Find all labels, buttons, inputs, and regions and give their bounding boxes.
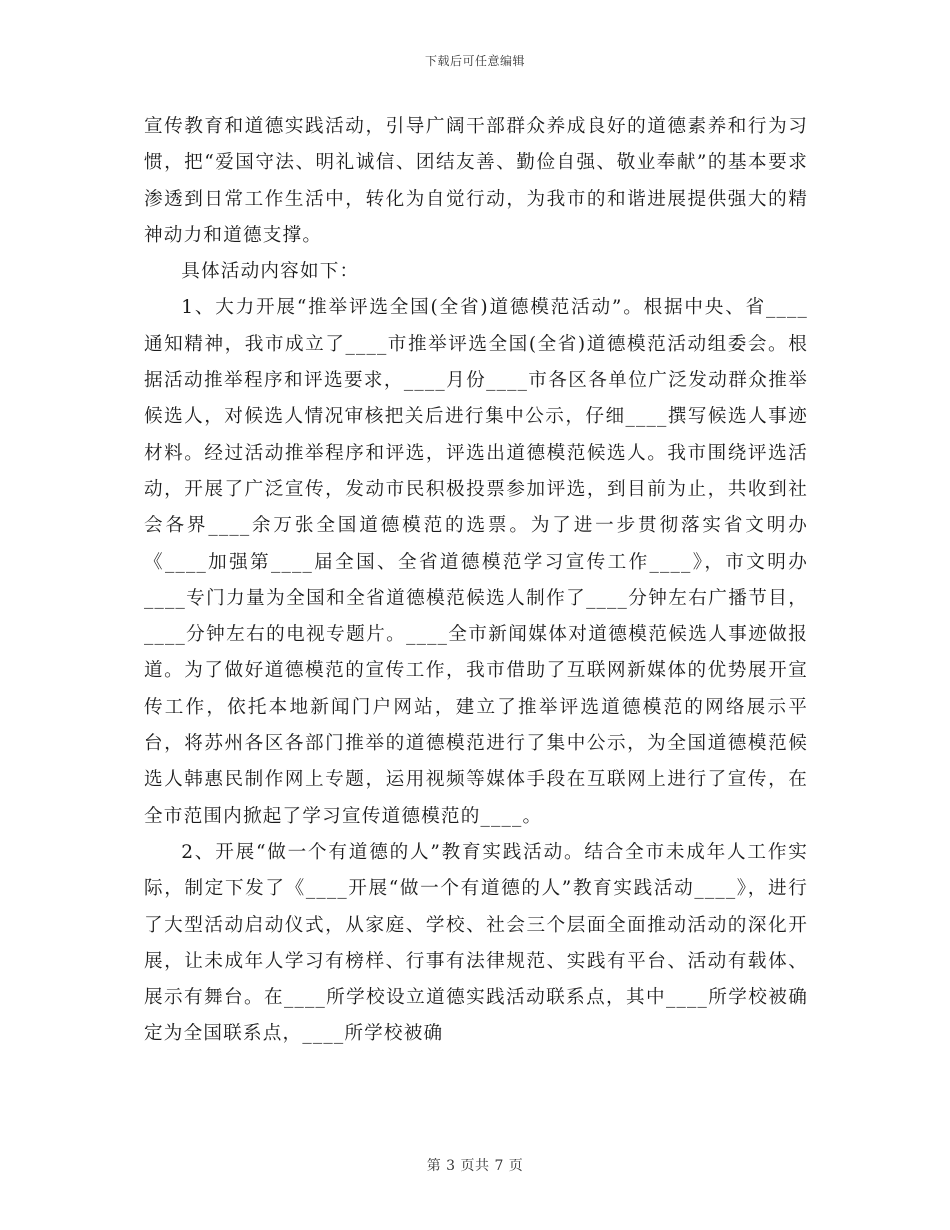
page-footer: 第 3 页共 7 页 [426,1158,524,1174]
document-body [144,109,808,1053]
paragraph-intro: 宣传教育和道德实践活动，引导广阔干部群众养成良好的道德素养和行为习惯，把“爱国守法、明礼诚信、团结友善、勤俭自强、敬业奉献”的基本要求渗透到日常工作生活中，转化为自觉行动，为我市的和谐进展提供强大的精神动力和道德支撑。 [144,116,808,246]
page-header: 下载后可任意编辑 [424,54,525,68]
paragraph-activities-heading: 具体活动内容如下： [181,261,360,283]
paragraph-item-1: 1、大力开展“推举评选全国(全省)道德模范活动”。根据中央、省____通知精神，我市成立了____市推举评选全国(全省)道德模范活动组委会。根据活动推举程序和评选要求，____月份____市各区各单位广泛发动群众推举候选人，对候选人情况审核把关后进行集中公示，仔细____撰写候选人事迹材料。经过活动推举程序和评选，评选出道德模范候选人。我市围绕评选活动，开展了广泛宣传，发动市民积极投票参加评选，到目前为止，共收到社会各界____余万张全国道德模范的选票。为了进一步贯彻落实省文明办《____加强第____届全国、全省道德模范学习宣传工作____》，市文明办____专门力量为全国和全省道德模范候选人制作了____分钟左右广播节目，____分钟左右的电视专题片。____全市新闻媒体对道德模范候选人事迹做报道。为了做好道德模范的宣传工作，我市借助了互联网新媒体的优势展开宣传工作，依托本地新闻门户网站，建立了推举评选道德模范的网络展示平台，将苏州各区各部门推举的道德模范进行了集中公示，为全国道德模范候选人韩惠民制作网上专题，运用视频等媒体手段在互联网上进行了宣传，在全市范围内掀起了学习宣传道德模范的____。 [144,297,808,827]
paragraph-item-2: 2、开展“做一个有道德的人”教育实践活动。结合全市未成年人工作实际，制定下发了《____开展“做一个有道德的人”教育实践活动____》，进行了大型活动启动仪式，从家庭、学校、社会三个层面全面推动活动的深化开展，让未成年人学习有榜样、行事有法律规范、实践有平台、活动有载体、展示有舞台。在____所学校设立道德实践活动联系点，其中____所学校被确定为全国联系点，____所学校被确 [144,841,808,1045]
